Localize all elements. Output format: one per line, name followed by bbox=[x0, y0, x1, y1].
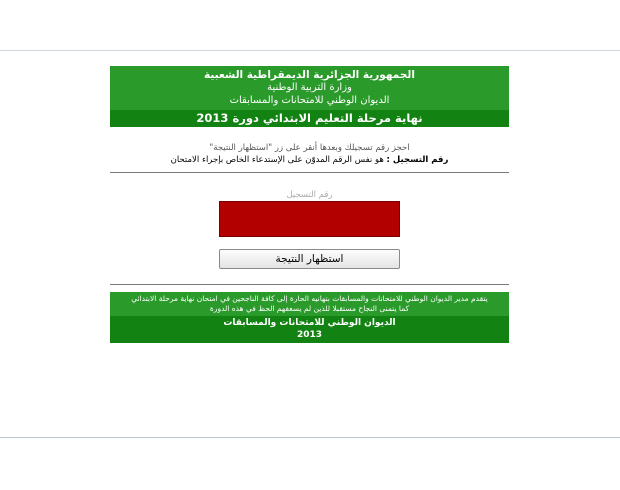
divider bbox=[110, 284, 509, 285]
instruction-hint: احجز رقم تسجيلك وبعدها أنقر على زر "استظهار النتيجة" bbox=[209, 143, 410, 153]
registration-note-text: هو نفس الرقم المدوّن على الإستدعاء الخاص بإجراء الامتحان bbox=[170, 155, 387, 165]
page-footer bbox=[110, 292, 509, 343]
top-divider bbox=[0, 50, 620, 51]
footer-band bbox=[110, 316, 509, 343]
office-title: الديوان الوطني للامتحانات والمسابقات bbox=[229, 95, 390, 106]
show-result-button[interactable]: استظهار النتيجة bbox=[219, 249, 400, 269]
registration-note-label: رقم التسجيل : bbox=[386, 155, 449, 165]
registration-number-label: رقم التسجيل bbox=[286, 190, 333, 200]
footer-year: 2013 bbox=[296, 330, 323, 340]
ministry-title: وزارة التربية الوطنية bbox=[267, 82, 352, 93]
registration-number-input[interactable] bbox=[219, 201, 400, 237]
registration-note bbox=[110, 154, 509, 166]
bottom-divider bbox=[0, 437, 620, 438]
page-header bbox=[110, 66, 509, 127]
instructions bbox=[110, 142, 509, 166]
footer-org: الديوان الوطني للامتحانات والمسابقات bbox=[223, 318, 396, 328]
republic-title: الجمهورية الجزائرية الديمقراطية الشعبية bbox=[204, 69, 415, 81]
encouragement-message: كما يتمنى النجاح مستقبلا للذين لم يسعفهم الحظ في هذه الدورة bbox=[209, 304, 410, 313]
session-title: نهاية مرحلة التعليم الابتدائي دورة 2013 bbox=[110, 110, 509, 127]
congratulations-message: يتقدم مدير الديوان الوطني للامتحانات والمسابقات بتهانيه الحارة إلى كافة الناجحين في امتحان نهاية مرحلة الابتدائي bbox=[131, 294, 488, 303]
divider bbox=[110, 172, 509, 173]
